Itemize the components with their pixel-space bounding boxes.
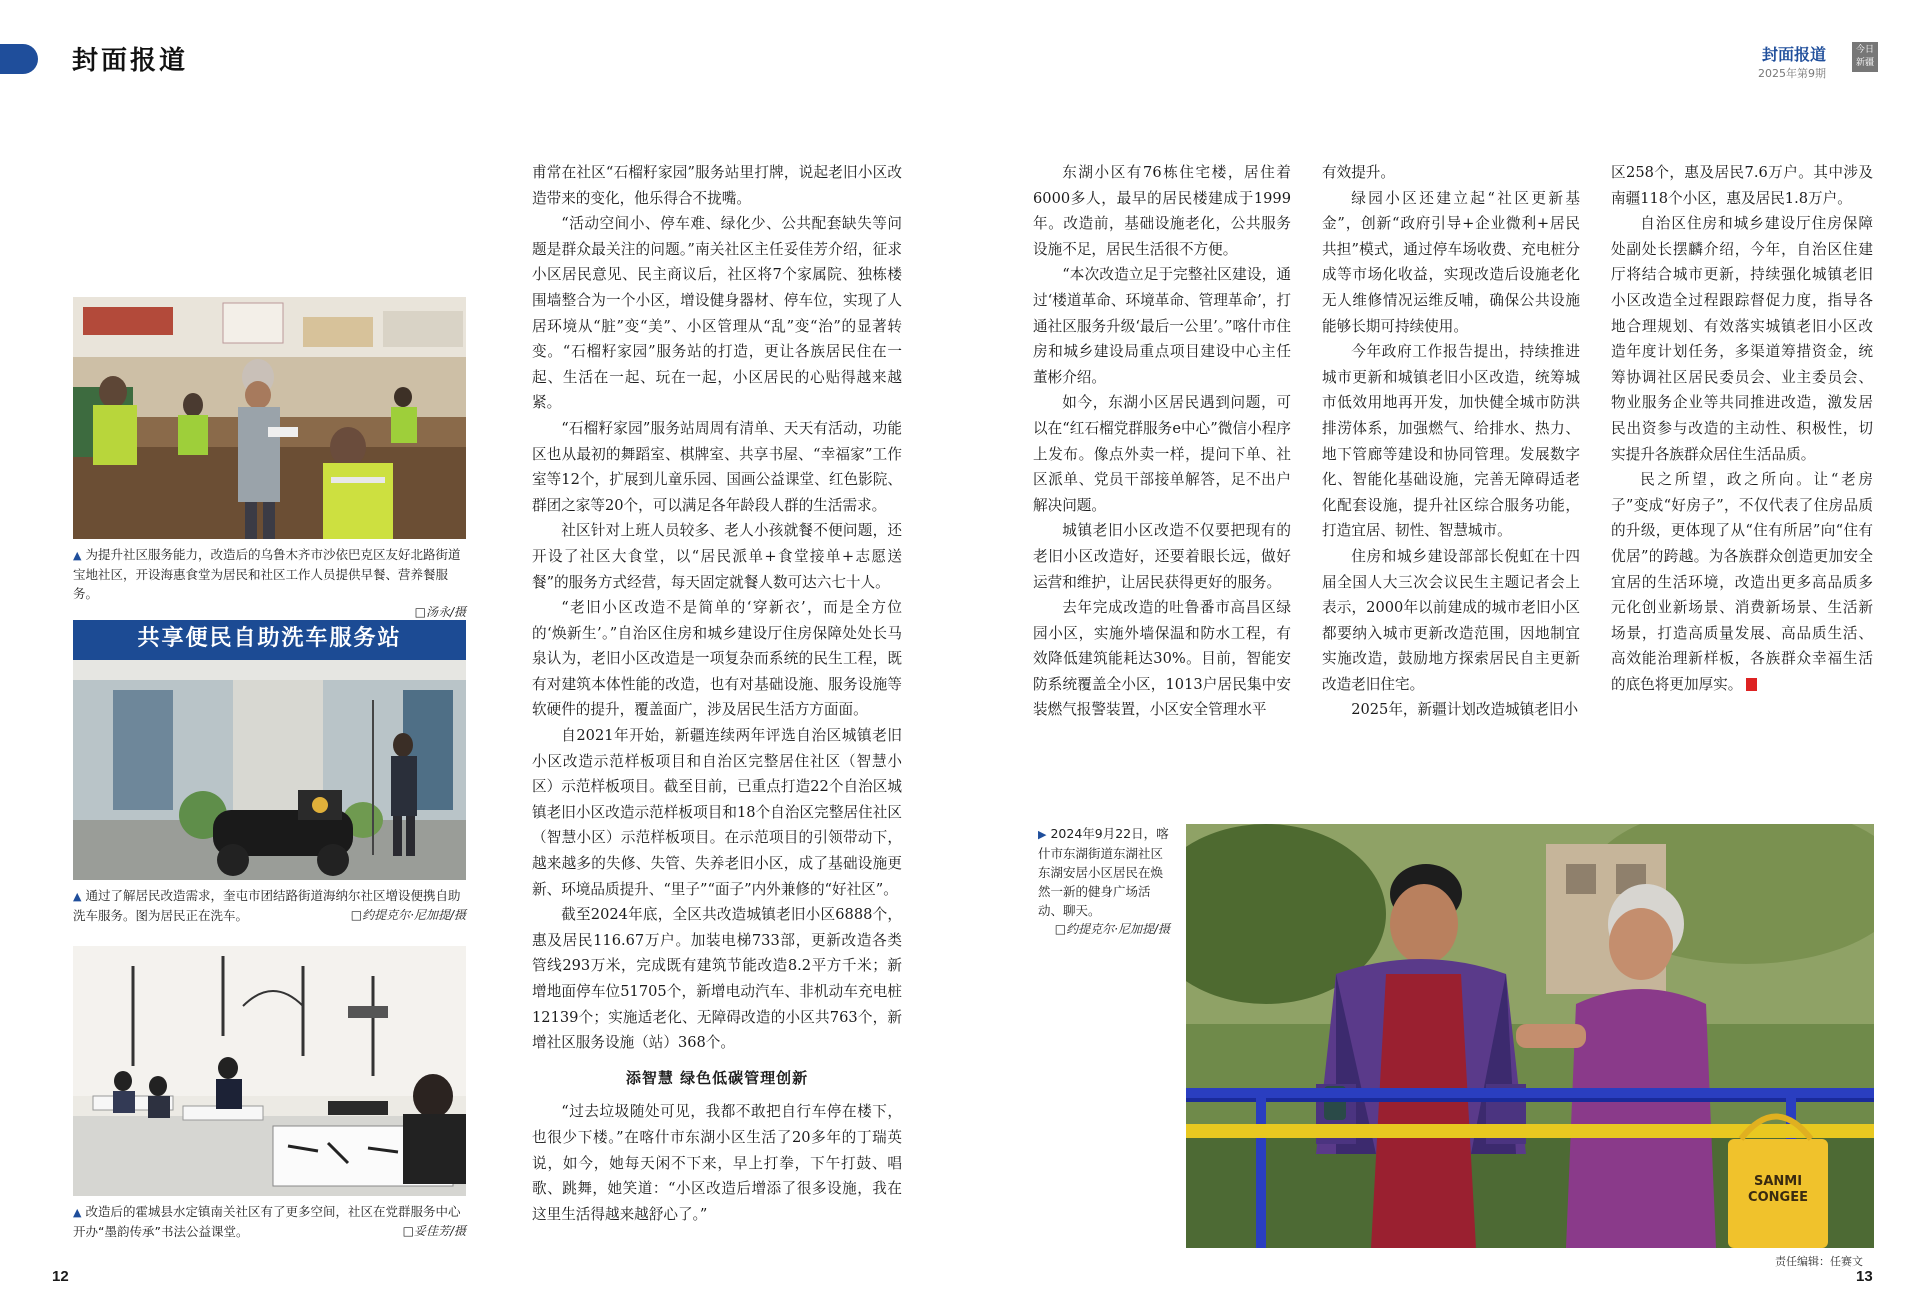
caption-photo2 bbox=[73, 886, 466, 925]
paragraph: 绿园小区还建立起“社区更新基金”，创新“政府引导+企业微利+居民共担”模式，通过停车场收费、充电桩分成等市场化收益，实现改造后设施老化无人维修情况运维反哺，确保公共设施能够长期可持续使用。 bbox=[1322, 189, 1580, 335]
section-title: 封面报道 bbox=[72, 46, 189, 76]
paragraph: “本次改造立足于完整社区建设，通过‘楼道革命、环境革命、管理革命’，打通社区服务升级‘最后一公里’。”喀什市住房和城乡建设局重点项目建设中心主任董彬介绍。 bbox=[1033, 266, 1291, 386]
photo-calligraphy bbox=[73, 946, 466, 1196]
photo-credit: □约提克尔·尼加提/摄 bbox=[1054, 922, 1170, 936]
paragraph: “过去垃圾随处可见，我都不敢把自行车停在楼下，也很少下楼。”在喀什市东湖小区生活了20多年的丁瑞英说，如今，她每天闲不下来，早上打拳，下午打鼓、唱歌、跳舞，她笑道：“小区改造后增添了很多设施，我在这里生活得越来越舒心了。” bbox=[532, 1103, 902, 1223]
caption-triangle-icon: ▲ bbox=[73, 549, 82, 562]
paragraph: 自2021年开始，新疆连续两年评选自治区城镇老旧小区改造示范样板项目和自治区完整居住社区（智慧小区）示范样板项目。截至目前，已重点打造22个自治区城镇老旧小区改造示范样板项目和18个自治区完整居住社区（智慧小区）示范样板项目。在示范项目的引领带动下，越来越多的失修、失管、失养老旧小区，成了基础设施更新、环境品质提升、“里子”“面子”内外兼修的“好社区”。 bbox=[532, 727, 902, 898]
paragraph: 今年政府工作报告提出，持续推进城市更新和城镇老旧小区改造，统筹城市低效用地再开发，加快健全城市防洪排涝体系，加强燃气、给排水、热力、地下管廊等建设和协同管理。发展数字化、智能化基础设施，完善无障碍适老化配套设施，提升社区综合服务功能，打造宜居、韧性、智慧城市。 bbox=[1322, 343, 1580, 540]
caption-photo3 bbox=[73, 1202, 466, 1241]
page-number-right: 13 bbox=[1856, 1268, 1873, 1285]
page-number-left: 12 bbox=[52, 1268, 69, 1285]
caption-photo1 bbox=[73, 545, 466, 622]
paragraph: 如今，东湖小区居民遇到问题，可以在“红石榴党群服务e中心”微信小程序上发布。像点外卖一样，提问下单、社区派单、党员干部接单解答，足不出户解决问题。 bbox=[1033, 394, 1291, 514]
paragraph: “老旧小区改造不是简单的‘穿新衣’，而是全方位的‘焕新生’。”自治区住房和城乡建设厅住房保障处处长马泉认为，老旧小区改造是一项复杂而系统的民生工程，既有对建筑本体性能的改造，也有对基础设施、服务设施等软硬件的提升，覆盖面广，涉及居民生活方方面面。 bbox=[532, 599, 902, 719]
caption-photo2-text: 通过了解居民改造需求，奎屯市团结路街道海纳尔社区增设便携自助洗车服务。图为居民正在洗车。 bbox=[73, 888, 461, 923]
paragraph: 截至2024年底，全区共改造城镇老旧小区6888个，惠及居民116.67万户。加装电梯733部，更新改造各类管线293万米，完成既有建筑节能改造8.2平方千米；新增地面停车位51705个，新增电动汽车、非机动车充电桩12139个；实施适老化、无障碍改造的小区共763个，新增社区服务设施（站）368个。 bbox=[532, 906, 902, 1052]
paragraph: 区258个，惠及居民7.6万户。其中涉及南疆118个小区，惠及居民1.8万户。 bbox=[1611, 164, 1873, 207]
photo-fitness-square bbox=[1186, 824, 1874, 1248]
carwash-sign-text: 共享便民自助洗车服务站 bbox=[137, 626, 402, 651]
caption-photo3-text: 改造后的霍城县水定镇南关社区有了更多空间，社区在党群服务中心开办“墨韵传承”书法公益课堂。 bbox=[73, 1204, 461, 1239]
paragraph: 城镇老旧小区改造不仅要把现有的老旧小区改造好，还要着眼长远，做好运营和维护，让居民获得更好的服务。 bbox=[1033, 522, 1291, 591]
article-column-1 bbox=[532, 160, 902, 1227]
paragraph-text: 民之所望，政之所向。让“老房子”变成“好房子”，不仅代表了住房品质的升级，更体现了从“住有所居”向“住有优居”的跨越。为各族群众创造更加安全宜居的生活环境，改造出更多高品质多元化创业新场景、消费新场景、生活新场景，打造高质量发展、高品质生活、高效能治理新样板，各族群众幸福生活的底色将更加厚实。 bbox=[1611, 471, 1873, 693]
end-mark-icon bbox=[1746, 678, 1757, 691]
paragraph: 住房和城乡建设部部长倪虹在十四届全国人大三次会议民生主题记者会上表示，2000年以前建成的城市老旧小区都要纳入城市更新改造范围，因地制宜实施改造，鼓励地方探索居民自主更新改造老旧住宅。 bbox=[1322, 547, 1580, 693]
caption-photo4 bbox=[1038, 824, 1170, 939]
paragraph: 社区针对上班人员较多、老人小孩就餐不便问题，还开设了社区大食堂，以“居民派单+食堂接单+志愿送餐”的服务方式经营，每天固定就餐人数可达六七十人。 bbox=[532, 522, 902, 591]
caption-triangle-icon: ▲ bbox=[73, 890, 82, 903]
caption-triangle-icon: ▶ bbox=[1038, 828, 1047, 841]
photo-credit: □约提克尔·尼加提/摄 bbox=[350, 908, 466, 922]
magazine-logo: 今日新疆 bbox=[1852, 42, 1878, 72]
caption-triangle-icon: ▲ bbox=[73, 1206, 82, 1219]
article-column-3 bbox=[1322, 160, 1580, 723]
subheading: 添智慧 绿色低碳管理创新 bbox=[625, 1068, 809, 1087]
caption-photo4-text: 2024年9月22日，喀什市东湖街道东湖社区东湖安居小区居民在焕然一新的健身广场活动、聊天。 bbox=[1038, 826, 1169, 918]
masthead-title: 封面报道 bbox=[1761, 45, 1826, 64]
caption-photo1-text: 为提升社区服务能力，改造后的乌鲁木齐市沙依巴克区友好北路街道宝地社区，开设海惠食堂为居民和社区工作人员提供早餐、营养餐服务。 bbox=[73, 547, 461, 601]
paragraph: 东湖小区有76栋住宅楼，居住着6000多人，最早的居民楼建成于1999年。改造前，基础设施老化，公共服务设施不足，居民生活很不方便。 bbox=[1033, 164, 1291, 258]
article-column-4 bbox=[1611, 160, 1873, 697]
photo-credit: □妥佳芳/摄 bbox=[402, 1224, 466, 1238]
paragraph bbox=[1611, 467, 1873, 697]
paragraph: “石榴籽家园”服务站周周有清单、天天有活动，功能区也从最初的舞蹈室、棋牌室、共享书屋、“幸福家”工作室等12个，扩展到儿童乐园、国画公益课堂、红色影院、群团之家等20个，可以满足各年龄段人群的生活需求。 bbox=[532, 419, 902, 514]
article-column-2 bbox=[1033, 160, 1291, 723]
paragraph: “活动空间小、停车难、绿化少、公共配套缺失等问题是群众最关注的问题。”南关社区主任妥佳芳介绍，征求小区居民意见、民主商议后，社区将7个家属院、独栋楼围墙整合为一个小区，增设健身器材、停车位，实现了人居环境从“脏”变“美”、小区管理从“乱”变“治”的显著转变。“石榴籽家园”服务站的打造，更让各族居民住在一起、生活在一起、玩在一起，小区居民的心贴得越来越紧。 bbox=[532, 215, 902, 412]
masthead-issue: 2025年第9期 bbox=[1758, 67, 1826, 80]
paragraph: 有效提升。 bbox=[1322, 164, 1395, 181]
paragraph: 去年完成改造的吐鲁番市高昌区绿园小区，实施外墙保温和防水工程，有效降低建筑能耗达30%。目前，智能安防系统覆盖全小区，1013户居民集中安装燃气报警装置，小区安全管理水平 bbox=[1033, 599, 1291, 719]
masthead bbox=[1758, 42, 1826, 81]
photo-credit: □汤永/摄 bbox=[414, 605, 466, 619]
bag-print-text: SANMI CONGEE bbox=[1748, 1174, 1808, 1205]
responsible-editor: 责任编辑：任赛文 bbox=[1775, 1255, 1863, 1268]
paragraph: 甫常在社区“石榴籽家园”服务站里打牌，说起老旧小区改造带来的变化，他乐得合不拢嘴。 bbox=[532, 164, 902, 207]
paragraph: 自治区住房和城乡建设厅住房保障处副处长摆麟介绍，今年，自治区住建厅将结合城市更新，持续强化城镇老旧小区改造全过程跟踪督促力度，指导各地合理规划、有效落实城镇老旧小区改造年度计划任务，多渠道筹措资金，统筹协调社区居民委员会、业主委员会、物业服务企业等共同推进改造，激发居民出资参与改造的主动性、积极性，切实提升各族群众居住生活品质。 bbox=[1611, 215, 1873, 463]
photo-canteen bbox=[73, 297, 466, 539]
paragraph: 2025年，新疆计划改造城镇老旧小 bbox=[1351, 701, 1579, 719]
photo-carwash bbox=[73, 620, 466, 880]
section-tab-marker bbox=[0, 44, 38, 74]
